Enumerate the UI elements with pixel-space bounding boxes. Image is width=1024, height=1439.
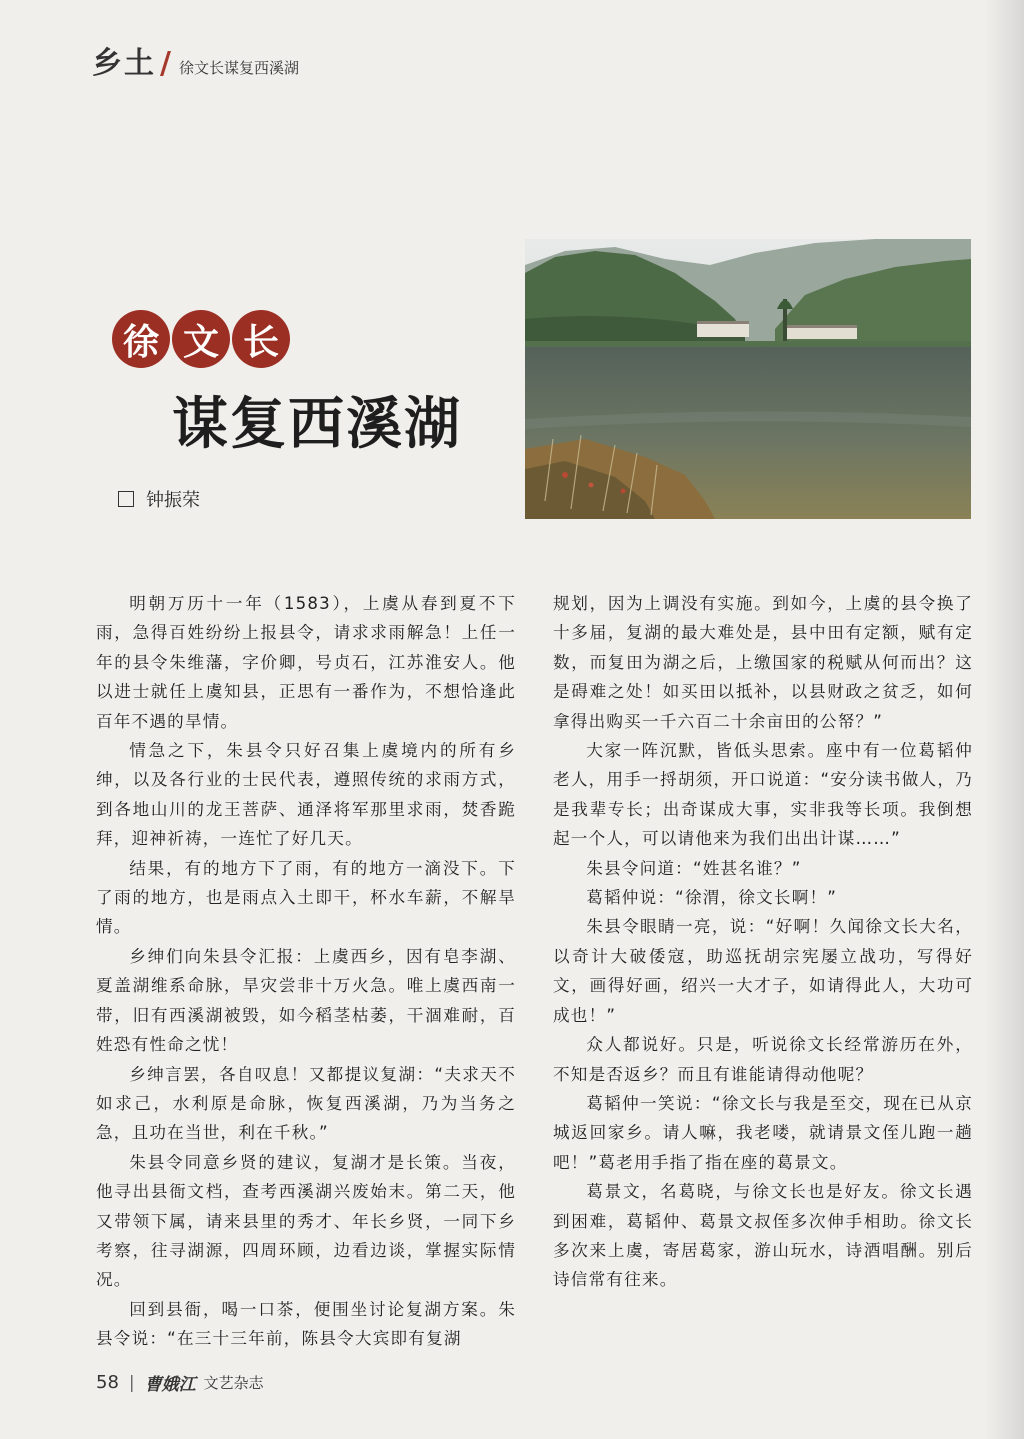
paragraph: 明朝万历十一年（1583），上虞从春到夏不下雨，急得百姓纷纷上报县令，请求求雨解急！上任一年的县令朱维藩，字价卿，号贞石，江苏淮安人。他以进士就任上虞知县，正思有一番作为，不想恰逢此百年不遇的旱情。 <box>96 594 516 731</box>
paragraph: 乡绅言罢，各自叹息！又都提议复湖：“夫求天不如求己，水利原是命脉，恢复西溪湖，乃为当务之急，且功在当世，利在千秋。” <box>96 1064 516 1143</box>
left-column <box>96 589 516 1354</box>
page-edge-shadow <box>984 0 1024 1439</box>
paragraph: 朱县令问道：“姓甚名谁？” <box>586 858 802 878</box>
byline-square-icon <box>118 491 134 507</box>
section-name: 乡土 <box>92 46 156 81</box>
lake-photo <box>525 239 971 519</box>
magazine-type: 文艺杂志 <box>203 1374 264 1392</box>
paragraph: 葛景文，名葛晓，与徐文长也是好友。徐文长遇到困难，葛韬仲、葛景文叔侄多次伸手相助。徐文长多次来上虞，寄居葛家，游山玩水，诗酒唱酬。别后诗信常有往来。 <box>553 1182 973 1290</box>
footer-separator: | <box>128 1372 135 1393</box>
paragraph: 回到县衙，喝一口茶，便围坐讨论复湖方案。朱县令说：“在三十三年前，陈县令大宾即有复湖 <box>96 1299 516 1349</box>
title-circle-char: 长 <box>232 310 290 368</box>
paragraph: 大家一阵沉默，皆低头思索。座中有一位葛韬仲老人，用手一捋胡须，开口说道：“安分读书做人，乃是我辈专长；出奇谋成大事，实非我等长项。我倒想起一个人，可以请他来为我们出出计谋……” <box>553 741 973 849</box>
paragraph-continued: 规划，因为上调没有实施。到如今，上虞的县令换了十多届，复湖的最大难处是，县中田有定额，赋有定数，而复田为湖之后，上缴国家的税赋从何而出？这是碍难之处！如买田以抵补，以县财政之贫乏，如何拿得出购买一千六百二十余亩田的公帑？” <box>553 594 973 731</box>
section-header <box>92 38 299 82</box>
magazine-name: 曹娥江 <box>144 1375 196 1395</box>
section-separator: / <box>160 46 171 81</box>
section-subtitle: 徐文长谋复西溪湖 <box>178 59 299 77</box>
paragraph: 情急之下，朱县令只好召集上虞境内的所有乡绅，以及各行业的士民代表，遵照传统的求雨方式，到各地山川的龙王菩萨、通泽将军那里求雨，焚香跪拜，迎神祈祷，一连忙了好几天。 <box>96 741 516 849</box>
page-footer <box>96 1370 264 1395</box>
paragraph: 葛韬仲一笑说：“徐文长与我是至交，现在已从京城返回家乡。请人嘛，我老喽，就请景文侄儿跑一趟吧！”葛老用手指了指在座的葛景文。 <box>553 1093 973 1172</box>
page-number: 58 <box>96 1372 119 1393</box>
title-circle-char: 徐 <box>112 310 170 368</box>
author-name: 钟振荣 <box>146 490 200 511</box>
article-title-line1 <box>112 310 290 368</box>
paragraph: 乡绅们向朱县令汇报：上虞西乡，因有皂李湖、夏盖湖维系命脉，旱灾尝非十万火急。唯上虞西南一带，旧有西溪湖被毁，如今稻茎枯萎，干涸难耐，百姓恐有性命之忧！ <box>96 946 516 1055</box>
article-title-line2: 谋复西溪湖 <box>172 391 462 457</box>
paragraph: 朱县令眼睛一亮，说：“好啊！久闻徐文长大名，以奇计大破倭寇，助巡抚胡宗宪屡立战功，写得好文，画得好画，绍兴一大才子，如请得此人，大功可成也！” <box>553 917 973 1025</box>
right-column <box>553 589 973 1295</box>
paragraph: 葛韬仲说：“徐渭，徐文长啊！” <box>586 888 838 908</box>
paragraph: 朱县令同意乡贤的建议，复湖才是长策。当夜，他寻出县衙文档，查考西溪湖兴废始末。第二天，他又带领下属，请来县里的秀才、年长乡贤，一同下乡考察，往寻湖源，四周环顾，边看边谈，掌握实际情况。 <box>96 1152 516 1290</box>
paragraph: 结果，有的地方下了雨，有的地方一滴没下。下了雨的地方，也是雨点入土即干，杯水车薪，不解旱情。 <box>96 858 516 937</box>
byline <box>118 486 200 512</box>
paragraph: 众人都说好。只是，听说徐文长经常游历在外，不知是否返乡？而且有谁能请得动他呢？ <box>553 1035 973 1084</box>
title-circle-char: 文 <box>172 310 230 368</box>
